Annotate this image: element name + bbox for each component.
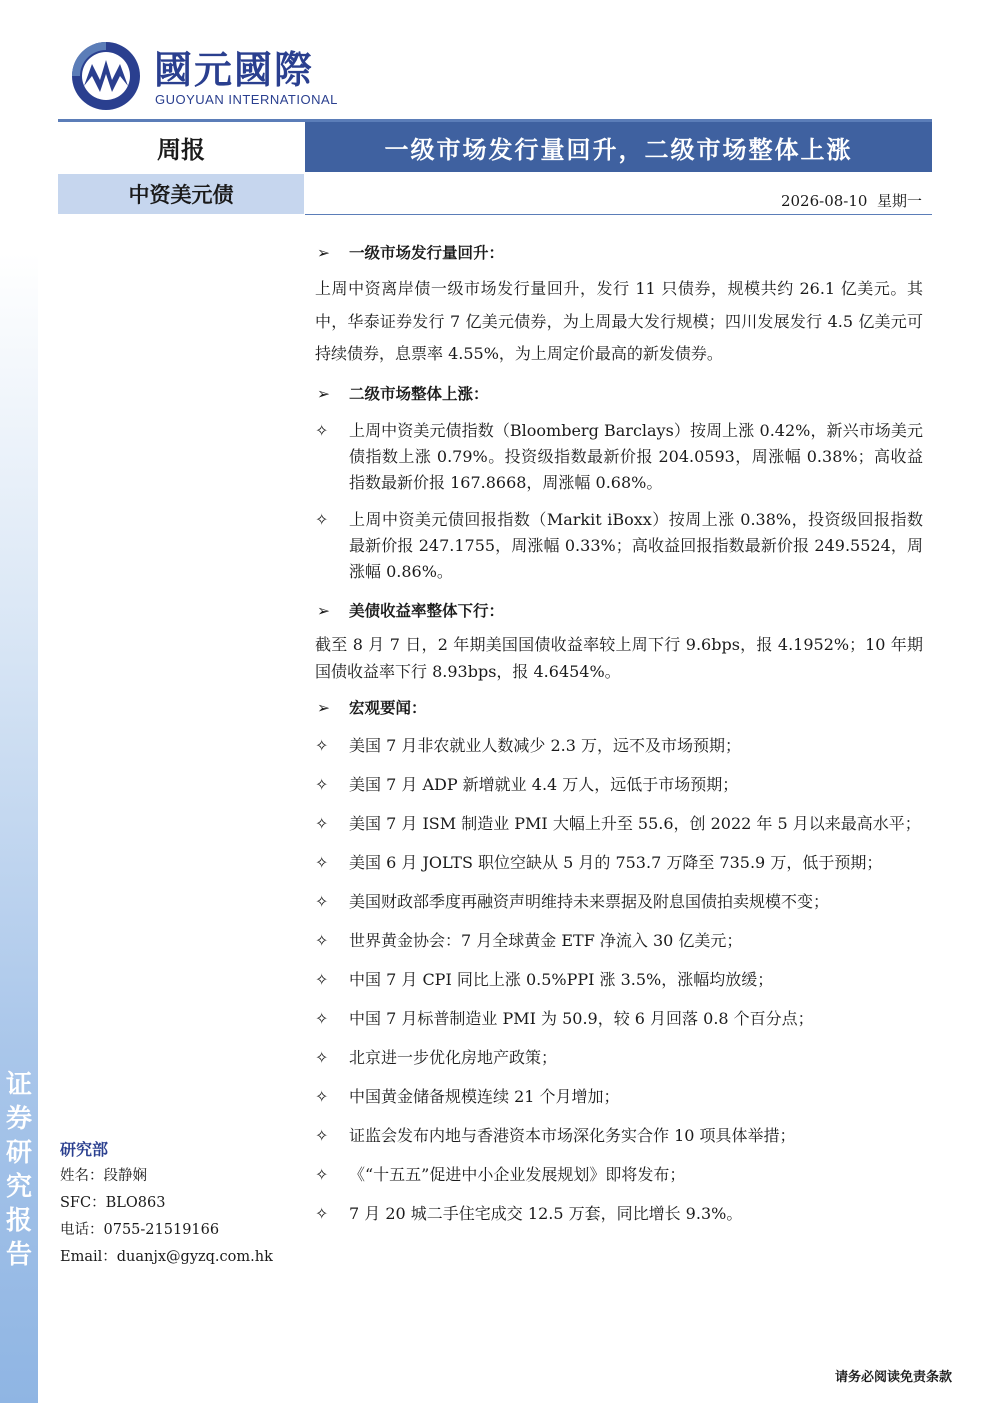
list-item-text: 美国 7 月 ISM 制造业 PMI 大幅上升至 55.6，创 2022 年 5 月以来最高水平； <box>349 813 921 833</box>
diamond-bullet-icon: ✧ <box>315 509 329 529</box>
report-title: 一级市场发行量回升，二级市场整体上涨 <box>305 122 932 172</box>
sidebar-char: 报 <box>5 1206 32 1236</box>
diamond-bullet-icon: ✧ <box>315 1164 329 1184</box>
diamond-bullet-icon: ✧ <box>315 891 329 911</box>
list-item-text: 上周中资美元债回报指数（Markit iBoxx）按周上涨 0.38%，投资级回报指数最新价报 247.1755，周涨幅 0.33%；高收益回报指数最新价报 249.5524，周涨幅 0.86%。 <box>349 509 923 581</box>
list-item-text: 中国黄金储备规模连续 21 个月增加； <box>349 1086 620 1106</box>
list-item <box>315 507 923 585</box>
diamond-bullet-icon: ✧ <box>315 930 329 950</box>
section-title: 宏观要闻： <box>349 698 427 717</box>
sidebar-char: 证 <box>5 1070 32 1100</box>
macro-news-list <box>315 733 923 1227</box>
list-item <box>315 772 923 798</box>
diamond-bullet-icon: ✧ <box>315 1047 329 1067</box>
diamond-bullet-icon: ✧ <box>315 1086 329 1106</box>
sidebar-label <box>4 1068 34 1272</box>
list-item-text: 美国财政部季度再融资声明维持未来票据及附息国债拍卖规模不变； <box>349 891 830 911</box>
list-item-text: 上周中资美元债指数（Bloomberg Barclays）按周上涨 0.42%，新兴市场美元债指数上涨 0.79%。投资级指数最新价报 204.0593，周涨幅 0.38%；高收益指数最新价报 167.8668，周涨幅 0.68%。 <box>349 420 923 492</box>
sidebar-char: 究 <box>5 1172 32 1202</box>
report-type: 周报 <box>58 122 304 172</box>
section-heading <box>315 596 923 627</box>
paragraph: 截至 8 月 7 日，2 年期美国国债收益率较上周下行 9.6bps，报 4.1952%；10 年期国债收益率下行 8.93bps，报 4.6454%。 <box>315 634 923 681</box>
section-title: 美债收益率整体下行： <box>349 601 505 620</box>
list-item <box>315 811 923 837</box>
arrow-bullet-icon: ➢ <box>317 244 330 262</box>
list-item <box>315 967 923 993</box>
diamond-bullet-icon: ✧ <box>315 1125 329 1145</box>
diamond-bullet-icon: ✧ <box>315 735 329 755</box>
list-item <box>315 1201 923 1227</box>
list-item-text: 世界黄金协会：7 月全球黄金 ETF 净流入 30 亿美元； <box>349 930 743 950</box>
list-item <box>315 928 923 954</box>
disclaimer-link[interactable]: 请务必阅读免责条款 <box>834 1370 952 1385</box>
sidebar-char: 券 <box>5 1104 32 1134</box>
list-item-text: 美国 7 月 ADP 新增就业 4.4 万人，远低于市场预期； <box>349 774 739 794</box>
list-item <box>315 1162 923 1188</box>
list-item <box>315 1045 923 1071</box>
section-title: 二级市场整体上涨： <box>349 384 489 403</box>
list-item-text: 7 月 20 城二手住宅成交 12.5 万套，同比增长 9.3%。 <box>349 1203 743 1223</box>
list-item <box>315 1084 923 1110</box>
paragraph: 上周中资离岸债一级市场发行量回升，发行 11 只债券，规模共约 26.1 亿美元。其中，华泰证券发行 7 亿美元债券，为上周最大发行规模；四川发展发行 4.5 亿美元可持续债券，息票率 4.55%，为上周定价最高的新发债券。 <box>315 279 923 363</box>
list-item-text: 美国 6 月 JOLTS 职位空缺从 5 月的 753.7 万降至 735.9 万，低于预期； <box>349 852 883 872</box>
date-value: 2026-08-10 <box>780 192 868 210</box>
list-item-text: 中国 7 月标普制造业 PMI 为 50.9，较 6 月回落 0.8 个百分点； <box>349 1008 814 1028</box>
arrow-bullet-icon: ➢ <box>317 698 330 717</box>
list-item-text: 证监会发布内地与香港资本市场深化务实合作 10 项具体举措； <box>349 1125 796 1145</box>
logo-mark-icon <box>70 40 142 112</box>
list-item <box>315 418 923 496</box>
diamond-bullet-icon: ✧ <box>315 852 329 872</box>
list-item-text: 中国 7 月 CPI 同比上涨 0.5%PPI 涨 3.5%，涨幅均放缓； <box>349 969 774 989</box>
sidebar-char: 告 <box>5 1240 32 1270</box>
logo-name-cn: 國元國際 <box>154 48 315 92</box>
analyst-email[interactable]: Email：duanjx@gyzq.com.hk <box>60 1249 273 1265</box>
diamond-bullet-icon: ✧ <box>315 1203 329 1223</box>
diamond-bullet-icon: ✧ <box>315 813 329 833</box>
analyst-name: 姓名：段静娴 <box>60 1168 147 1184</box>
list-item <box>315 733 923 759</box>
list-item <box>315 1123 923 1149</box>
sidebar-gradient <box>0 0 38 1403</box>
subheader-rule <box>305 214 932 215</box>
list-item-text: 《“十五五”促进中小企业发展规划》即将发布； <box>349 1164 686 1184</box>
diamond-bullet-icon: ✧ <box>315 420 329 440</box>
sidebar-char: 研 <box>5 1138 32 1168</box>
list-item <box>315 1006 923 1032</box>
list-item-text: 北京进一步优化房地产政策； <box>349 1047 558 1067</box>
report-date <box>781 190 922 211</box>
department: 研究部 <box>60 1140 109 1159</box>
analyst-sfc: SFC：BLO863 <box>60 1195 166 1211</box>
report-category: 中资美元债 <box>58 174 304 214</box>
diamond-bullet-icon: ✧ <box>315 969 329 989</box>
logo-name-en: GUOYUAN INTERNATIONAL <box>155 92 338 107</box>
section-heading <box>315 238 923 269</box>
list-item <box>315 889 923 915</box>
list-item-text: 美国 7 月非农就业人数减少 2.3 万，远不及市场预期； <box>349 735 741 755</box>
weekday-value: 星期一 <box>876 192 922 210</box>
list-item <box>315 850 923 876</box>
section-heading <box>315 379 923 410</box>
company-logo <box>70 40 340 112</box>
diamond-bullet-icon: ✧ <box>315 774 329 794</box>
section-heading <box>315 693 923 724</box>
analyst-phone: 电话：0755-21519166 <box>60 1222 220 1238</box>
arrow-bullet-icon: ➢ <box>317 384 330 403</box>
section-title: 一级市场发行量回升： <box>349 244 505 262</box>
report-body <box>315 230 923 1240</box>
diamond-bullet-icon: ✧ <box>315 1008 329 1028</box>
arrow-bullet-icon: ➢ <box>317 601 330 620</box>
analyst-contact <box>60 1136 273 1271</box>
